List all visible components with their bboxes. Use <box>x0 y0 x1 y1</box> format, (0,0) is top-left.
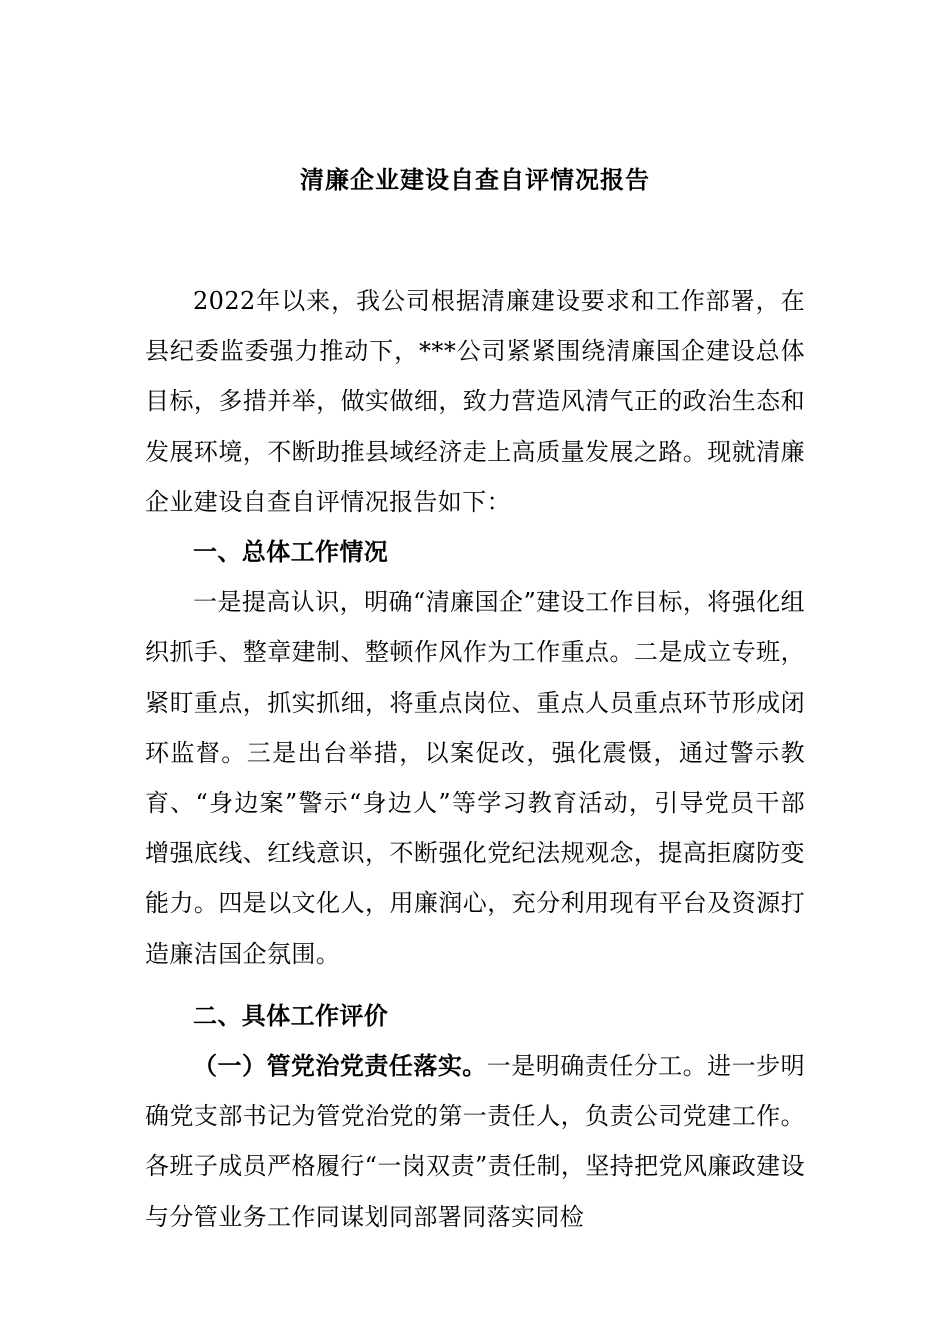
section-1-paragraph: 一是提高认识，明确“清廉国企”建设工作目标，将强化组织抓手、整章建制、整顿作风作为工作重点。二是成立专班，紧盯重点，抓实抓细，将重点岗位、重点人员重点环节形成闭环监督。三是出台举措，以案促改，强化震慑，通过警示教育、“身边案”警示“身边人”等学习教育活动，引导党员干部增强底线、红线意识，不断强化党纪法规观念，提高拒腐防变能力。四是以文化人，用廉润心，充分利用现有平台及资源打造廉洁国企氛围。 <box>145 588 805 968</box>
document-body <box>145 276 805 1242</box>
section-2-item-1-paragraph <box>145 1041 805 1242</box>
section-2-heading: 二、具体工作评价 <box>193 1000 389 1030</box>
section-1-heading: 一、总体工作情况 <box>193 537 389 567</box>
section-2-item-1-text: 一是明确责任分工。进一步明确党支部书记为管党治党的第一责任人，负责公司党建工作。各班子成员严格履行“一岗双责”责任制，坚持把党风廉政建设与分管业务工作同谋划同部署同落实同检 <box>145 1052 805 1231</box>
section-spacer <box>145 979 805 991</box>
section-2-item-1-lead: （一）管党治党责任落实。 <box>193 1051 487 1081</box>
intro-paragraph: 2022年以来，我公司根据清廉建设要求和工作部署，在县纪委监委强力推动下，***公司紧紧围绕清廉国企建设总体目标，多措并举，做实做细，致力营造风清气正的政治生态和发展环境，不断助推县域经济走上高质量发展之路。现就清廉企业建设自查自评情况报告如下： <box>145 287 805 516</box>
document-title: 清廉企业建设自查自评情况报告 <box>300 165 650 194</box>
